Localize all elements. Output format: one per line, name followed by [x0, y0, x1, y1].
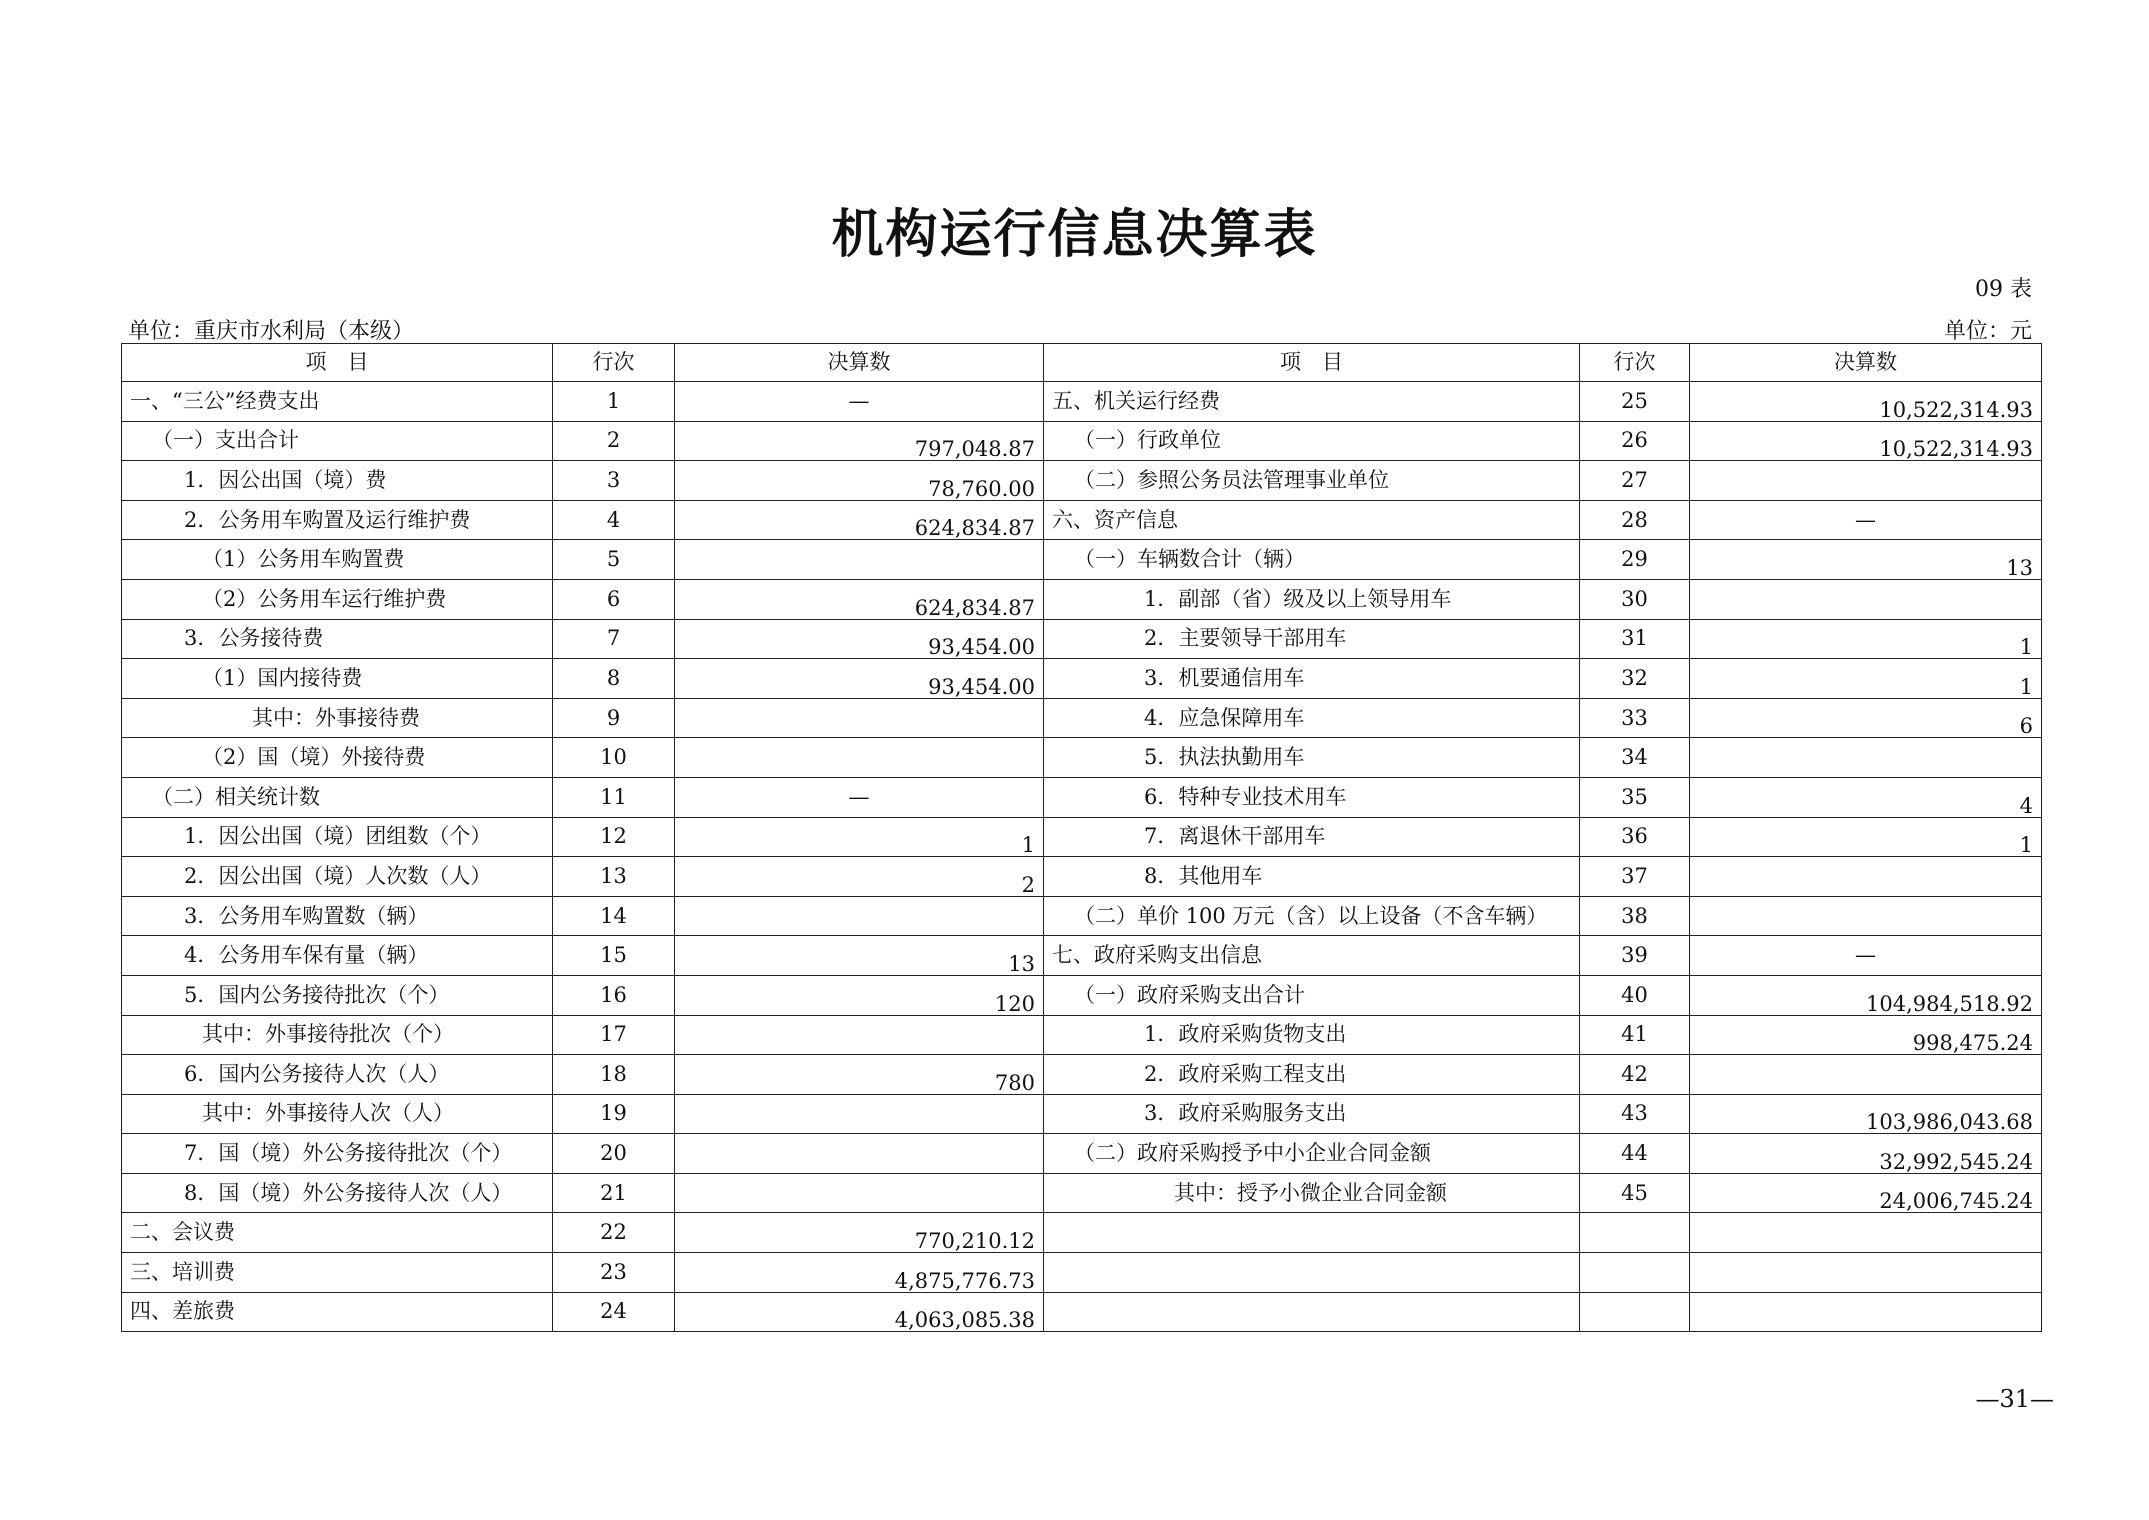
- left-item-cell: 一、“三公”经费支出: [122, 382, 553, 422]
- right-item-cell: [1044, 1213, 1580, 1253]
- right-item-cell: 6．特种专业技术用车: [1044, 777, 1580, 817]
- right-amount-cell: 10,522,314.93: [1690, 382, 2042, 422]
- table-header-row: [122, 344, 2042, 382]
- right-row-number-cell: 34: [1580, 738, 1690, 778]
- left-item-cell: 4．公务用车保有量（辆）: [122, 936, 553, 976]
- right-item-cell: 2．政府采购工程支出: [1044, 1055, 1580, 1095]
- right-amount-cell: 998,475.24: [1690, 1015, 2042, 1055]
- reporting-unit: 单位：重庆市水利局（本级）: [128, 319, 415, 344]
- right-amount-cell: 6: [1690, 698, 2042, 738]
- right-row-number-cell: 42: [1580, 1055, 1690, 1095]
- right-item-cell: （二）单价 100 万元（含）以上设备（不含车辆）: [1044, 896, 1580, 936]
- table-row: [122, 382, 2042, 422]
- form-number: 09 表: [1975, 277, 2032, 302]
- left-item-cell: （二）相关统计数: [122, 777, 553, 817]
- left-row-number-cell: 9: [553, 698, 675, 738]
- left-row-number-cell: 2: [553, 421, 675, 461]
- left-row-number-cell: 10: [553, 738, 675, 778]
- right-item-cell: 七、政府采购支出信息: [1044, 936, 1580, 976]
- left-amount-cell: 93,454.00: [675, 659, 1044, 699]
- table-row: [122, 1094, 2042, 1134]
- left-amount-cell: 120: [675, 975, 1044, 1015]
- table-row: [122, 540, 2042, 580]
- right-item-cell: [1044, 1253, 1580, 1293]
- left-amount-cell: 2: [675, 857, 1044, 897]
- left-amount-cell: [675, 540, 1044, 580]
- table-body: [122, 382, 2042, 1332]
- right-row-number-cell: 39: [1580, 936, 1690, 976]
- left-amount-cell: —: [675, 382, 1044, 422]
- right-item-cell: （二）政府采购授予中小企业合同金额: [1044, 1134, 1580, 1174]
- right-amount-cell: [1690, 1213, 2042, 1253]
- header-row-left: 行次: [553, 344, 675, 382]
- right-amount-cell: 24,006,745.24: [1690, 1173, 2042, 1213]
- left-item-cell: 5．国内公务接待批次（个）: [122, 975, 553, 1015]
- left-row-number-cell: 4: [553, 500, 675, 540]
- right-amount-cell: [1690, 1292, 2042, 1332]
- right-row-number-cell: 41: [1580, 1015, 1690, 1055]
- right-item-cell: 3．政府采购服务支出: [1044, 1094, 1580, 1134]
- right-row-number-cell: [1580, 1292, 1690, 1332]
- left-item-cell: （1）公务用车购置费: [122, 540, 553, 580]
- header-item-left: 项 目: [122, 344, 553, 382]
- left-item-cell: 1．因公出国（境）费: [122, 461, 553, 501]
- left-amount-cell: 4,063,085.38: [675, 1292, 1044, 1332]
- left-amount-cell: 770,210.12: [675, 1213, 1044, 1253]
- left-amount-cell: [675, 1015, 1044, 1055]
- left-row-number-cell: 14: [553, 896, 675, 936]
- table-row: [122, 1292, 2042, 1332]
- right-amount-cell: [1690, 1055, 2042, 1095]
- left-amount-cell: [675, 738, 1044, 778]
- right-row-number-cell: 32: [1580, 659, 1690, 699]
- right-amount-cell: 1: [1690, 817, 2042, 857]
- left-amount-cell: [675, 1173, 1044, 1213]
- table-row: [122, 975, 2042, 1015]
- right-row-number-cell: 28: [1580, 500, 1690, 540]
- right-row-number-cell: 26: [1580, 421, 1690, 461]
- left-amount-cell: —: [675, 777, 1044, 817]
- right-row-number-cell: 45: [1580, 1173, 1690, 1213]
- right-item-cell: （一）政府采购支出合计: [1044, 975, 1580, 1015]
- left-amount-cell: 13: [675, 936, 1044, 976]
- left-item-cell: 三、培训费: [122, 1253, 553, 1293]
- right-amount-cell: [1690, 896, 2042, 936]
- table-row: [122, 1173, 2042, 1213]
- left-row-number-cell: 3: [553, 461, 675, 501]
- right-amount-cell: [1690, 1253, 2042, 1293]
- right-amount-cell: 1: [1690, 659, 2042, 699]
- right-item-cell: （二）参照公务员法管理事业单位: [1044, 461, 1580, 501]
- table-row: [122, 698, 2042, 738]
- right-item-cell: 1．副部（省）级及以上领导用车: [1044, 579, 1580, 619]
- table-row: [122, 1253, 2042, 1293]
- right-amount-cell: —: [1690, 500, 2042, 540]
- left-amount-cell: 78,760.00: [675, 461, 1044, 501]
- header-item-right: 项 目: [1044, 344, 1580, 382]
- left-amount-cell: [675, 1094, 1044, 1134]
- right-amount-cell: 13: [1690, 540, 2042, 580]
- right-amount-cell: [1690, 857, 2042, 897]
- right-row-number-cell: 40: [1580, 975, 1690, 1015]
- left-row-number-cell: 22: [553, 1213, 675, 1253]
- left-row-number-cell: 21: [553, 1173, 675, 1213]
- right-row-number-cell: 33: [1580, 698, 1690, 738]
- table-row: [122, 738, 2042, 778]
- left-row-number-cell: 5: [553, 540, 675, 580]
- left-item-cell: （2）国（境）外接待费: [122, 738, 553, 778]
- header-amount-right: 决算数: [1690, 344, 2042, 382]
- right-item-cell: （一）车辆数合计（辆）: [1044, 540, 1580, 580]
- table-row: [122, 500, 2042, 540]
- right-amount-cell: 10,522,314.93: [1690, 421, 2042, 461]
- right-row-number-cell: 38: [1580, 896, 1690, 936]
- left-item-cell: 7．国（境）外公务接待批次（个）: [122, 1134, 553, 1174]
- left-row-number-cell: 7: [553, 619, 675, 659]
- left-row-number-cell: 11: [553, 777, 675, 817]
- right-amount-cell: 32,992,545.24: [1690, 1134, 2042, 1174]
- right-item-cell: 8．其他用车: [1044, 857, 1580, 897]
- right-row-number-cell: 29: [1580, 540, 1690, 580]
- table-row: [122, 1055, 2042, 1095]
- right-amount-cell: 1: [1690, 619, 2042, 659]
- right-item-cell: [1044, 1292, 1580, 1332]
- table-row: [122, 817, 2042, 857]
- left-row-number-cell: 19: [553, 1094, 675, 1134]
- left-amount-cell: 624,834.87: [675, 579, 1044, 619]
- left-amount-cell: 4,875,776.73: [675, 1253, 1044, 1293]
- left-row-number-cell: 12: [553, 817, 675, 857]
- left-row-number-cell: 1: [553, 382, 675, 422]
- right-item-cell: 5．执法执勤用车: [1044, 738, 1580, 778]
- document-title: 机构运行信息决算表: [831, 204, 1318, 265]
- right-item-cell: 五、机关运行经费: [1044, 382, 1580, 422]
- left-row-number-cell: 24: [553, 1292, 675, 1332]
- right-amount-cell: 104,984,518.92: [1690, 975, 2042, 1015]
- left-item-cell: 3．公务接待费: [122, 619, 553, 659]
- right-item-cell: 六、资产信息: [1044, 500, 1580, 540]
- left-row-number-cell: 16: [553, 975, 675, 1015]
- right-row-number-cell: 44: [1580, 1134, 1690, 1174]
- budget-table: [121, 343, 2042, 1332]
- left-amount-cell: [675, 896, 1044, 936]
- table-row: [122, 1015, 2042, 1055]
- right-amount-cell: 103,986,043.68: [1690, 1094, 2042, 1134]
- header-row-right: 行次: [1580, 344, 1690, 382]
- left-item-cell: 其中：外事接待人次（人）: [122, 1094, 553, 1134]
- currency-unit: 单位：元: [1943, 319, 2032, 344]
- right-row-number-cell: 25: [1580, 382, 1690, 422]
- left-item-cell: （1）国内接待费: [122, 659, 553, 699]
- left-row-number-cell: 15: [553, 936, 675, 976]
- right-row-number-cell: 43: [1580, 1094, 1690, 1134]
- right-item-cell: 其中：授予小微企业合同金额: [1044, 1173, 1580, 1213]
- left-row-number-cell: 13: [553, 857, 675, 897]
- table-row: [122, 1134, 2042, 1174]
- left-amount-cell: [675, 1134, 1044, 1174]
- right-amount-cell: [1690, 738, 2042, 778]
- right-item-cell: 3．机要通信用车: [1044, 659, 1580, 699]
- table-row: [122, 777, 2042, 817]
- right-row-number-cell: [1580, 1253, 1690, 1293]
- right-amount-cell: [1690, 461, 2042, 501]
- table-row: [122, 1213, 2042, 1253]
- left-item-cell: 1．因公出国（境）团组数（个）: [122, 817, 553, 857]
- table-row: [122, 461, 2042, 501]
- left-row-number-cell: 6: [553, 579, 675, 619]
- left-amount-cell: 93,454.00: [675, 619, 1044, 659]
- left-row-number-cell: 20: [553, 1134, 675, 1174]
- right-item-cell: 4．应急保障用车: [1044, 698, 1580, 738]
- right-row-number-cell: [1580, 1213, 1690, 1253]
- left-row-number-cell: 23: [553, 1253, 675, 1293]
- right-item-cell: 7．离退休干部用车: [1044, 817, 1580, 857]
- right-row-number-cell: 27: [1580, 461, 1690, 501]
- table-row: [122, 619, 2042, 659]
- left-amount-cell: 797,048.87: [675, 421, 1044, 461]
- left-item-cell: 3．公务用车购置数（辆）: [122, 896, 553, 936]
- right-row-number-cell: 36: [1580, 817, 1690, 857]
- left-amount-cell: [675, 698, 1044, 738]
- left-row-number-cell: 17: [553, 1015, 675, 1055]
- left-amount-cell: 624,834.87: [675, 500, 1044, 540]
- left-row-number-cell: 18: [553, 1055, 675, 1095]
- header-amount-left: 决算数: [675, 344, 1044, 382]
- left-item-cell: 其中：外事接待费: [122, 698, 553, 738]
- right-item-cell: （一）行政单位: [1044, 421, 1580, 461]
- left-item-cell: 2．公务用车购置及运行维护费: [122, 500, 553, 540]
- table-row: [122, 421, 2042, 461]
- right-row-number-cell: 37: [1580, 857, 1690, 897]
- right-item-cell: 2．主要领导干部用车: [1044, 619, 1580, 659]
- left-item-cell: （一）支出合计: [122, 421, 553, 461]
- left-row-number-cell: 8: [553, 659, 675, 699]
- page-number: —31—: [1975, 1385, 2054, 1413]
- left-item-cell: 四、差旅费: [122, 1292, 553, 1332]
- left-amount-cell: 780: [675, 1055, 1044, 1095]
- table-row: [122, 659, 2042, 699]
- right-amount-cell: —: [1690, 936, 2042, 976]
- left-item-cell: 2．因公出国（境）人次数（人）: [122, 857, 553, 897]
- left-item-cell: 其中：外事接待批次（个）: [122, 1015, 553, 1055]
- table-row: [122, 896, 2042, 936]
- left-amount-cell: 1: [675, 817, 1044, 857]
- left-item-cell: 6．国内公务接待人次（人）: [122, 1055, 553, 1095]
- left-item-cell: 8．国（境）外公务接待人次（人）: [122, 1173, 553, 1213]
- right-amount-cell: [1690, 579, 2042, 619]
- right-row-number-cell: 35: [1580, 777, 1690, 817]
- left-item-cell: （2）公务用车运行维护费: [122, 579, 553, 619]
- right-item-cell: 1．政府采购货物支出: [1044, 1015, 1580, 1055]
- table-row: [122, 857, 2042, 897]
- table-row: [122, 936, 2042, 976]
- right-row-number-cell: 30: [1580, 579, 1690, 619]
- left-item-cell: 二、会议费: [122, 1213, 553, 1253]
- right-amount-cell: 4: [1690, 777, 2042, 817]
- table-row: [122, 579, 2042, 619]
- right-row-number-cell: 31: [1580, 619, 1690, 659]
